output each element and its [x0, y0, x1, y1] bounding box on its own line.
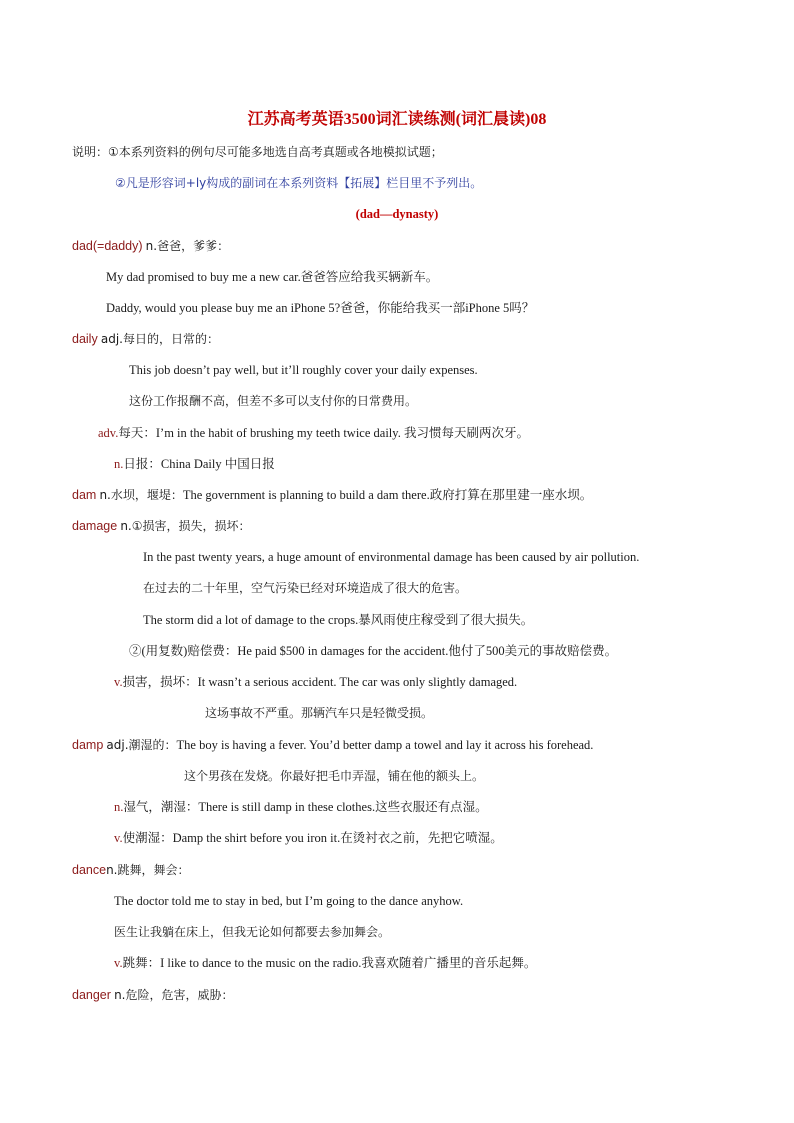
pos-dance-v: v.	[114, 956, 123, 970]
sense-damage-2: ②(用复数)赔偿费：He paid $500 in damages for the accident.他付了500美元的事故赔偿费。	[129, 644, 618, 658]
text-dance-v: 跳舞：I like to dance to the music on the radio.我喜欢随着广播里的音乐起舞。	[122, 956, 537, 970]
definition-dam: n.水坝，堰堤：	[99, 488, 183, 502]
example-dance-en: The doctor told me to stay in bed, but I’m going to the dance anyhow.	[114, 894, 464, 908]
entry-damp	[72, 737, 593, 753]
notes-label: 说明：	[72, 145, 109, 159]
page-title: 江苏高考英语3500词汇读练测(词汇晨读)08	[247, 111, 547, 128]
example-damage-v-cn: 这场事故不严重。那辆汽车只是轻微受损。	[205, 706, 434, 720]
text-damp-n: 湿气，潮湿：There is still damp in these clothes.这些衣服还有点湿。	[123, 800, 488, 814]
text-daily-adv: 每天：I’m in the habit of brushing my teeth twice daily. 我习惯每天刷两次牙。	[118, 426, 529, 440]
definition-dance: n.跳舞，舞会：	[106, 863, 190, 877]
text-damage-v: 损害，损坏：It wasn’t a serious accident. The car was only slightly damaged.	[122, 675, 518, 689]
entry-danger	[72, 987, 233, 1003]
sense-daily-n	[114, 456, 275, 472]
text-daily-n: 日报：China Daily 中国日报	[123, 457, 275, 471]
headword-dam: dam	[72, 488, 97, 502]
text-damp-v: 使潮湿：Damp the shirt before you iron it.在烫衬衣之前，先把它喷湿。	[122, 831, 503, 845]
pos-damp-v: v.	[114, 831, 123, 845]
example-dance-cn: 医生让我躺在床上，但我无论如何都要去参加舞会。	[114, 925, 391, 939]
headword-danger: danger	[72, 988, 111, 1002]
sense-dance-v	[114, 955, 536, 971]
range-subtitle: (dad—dynasty)	[355, 207, 439, 221]
example-damage-cn: 在过去的二十年里，空气污染已经对环境造成了很大的危害。	[143, 581, 468, 595]
pos-daily-n: n.	[114, 457, 124, 471]
example-daily-cn: 这份工作报酬不高，但差不多可以支付你的日常费用。	[129, 394, 418, 408]
example-damage-en: In the past twenty years, a huge amount of environmental damage has been caused by air pollution.	[143, 550, 640, 564]
entry-daily	[72, 331, 219, 347]
headword-damage: damage	[72, 519, 118, 533]
note-2: ②凡是形容词+ly构成的副词在本系列资料【拓展】栏目里不予列出。	[115, 176, 483, 190]
notes-line-1	[72, 144, 443, 160]
definition-daily: adj.每日的，日常的：	[100, 332, 219, 346]
sense-daily-adv	[98, 425, 529, 441]
example-damp-cn: 这个男孩在发烧。你最好把毛巾弄湿，铺在他的额头上。	[184, 769, 485, 783]
headword-dance: dance	[72, 863, 107, 877]
example-dad-1: My dad promised to buy me a new car.爸爸答应给我买辆新车。	[106, 270, 439, 284]
note-1: ①本系列资料的例句尽可能多地选自高考真题或各地模拟试题；	[108, 145, 443, 159]
headword-dad: dad(=daddy)	[72, 239, 143, 253]
pos-damage-v: v.	[114, 675, 123, 689]
definition-danger: n.危险，危害，威胁：	[114, 988, 234, 1002]
pos-damp-n: n.	[114, 800, 124, 814]
entry-dad	[72, 238, 229, 254]
example-daily-en: This job doesn’t pay well, but it’ll roughly cover your daily expenses.	[129, 363, 478, 377]
definition-dad: n.爸爸，爹爹：	[145, 239, 230, 253]
entry-dance	[72, 862, 189, 878]
headword-damp: damp	[72, 738, 104, 752]
sense-damage-v	[114, 674, 517, 690]
entry-dam	[72, 487, 592, 503]
example-damage-2: The storm did a lot of damage to the crops.暴风雨使庄稼受到了很大损失。	[143, 613, 534, 627]
example-dam: The government is planning to build a dam there.政府打算在那里建一座水坝。	[182, 488, 593, 502]
sense-damp-v	[114, 830, 503, 846]
sense-damp-n	[114, 799, 488, 815]
definition-damage: n.①损害，损失，损坏：	[120, 519, 251, 533]
example-damp-en: The boy is having a fever. You’d better damp a towel and lay it across his forehead.	[176, 738, 594, 752]
headword-daily: daily	[72, 332, 98, 346]
definition-damp: adj.潮湿的：	[106, 738, 177, 752]
pos-daily-adv: adv.	[98, 426, 119, 440]
entry-damage	[72, 518, 251, 534]
example-dad-2: Daddy, would you please buy me an iPhone 5?爸爸，你能给我买一部iPhone 5吗？	[106, 301, 535, 315]
